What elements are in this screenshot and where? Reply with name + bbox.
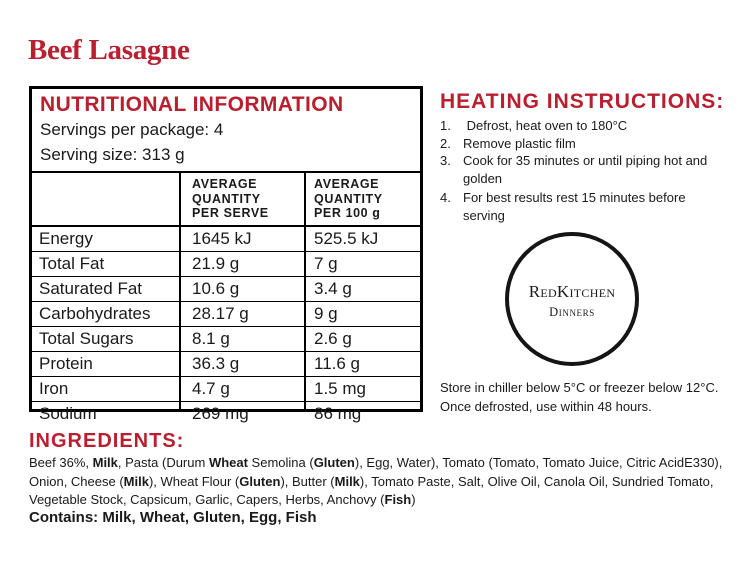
nutrition-rows (32, 227, 420, 426)
nutrient-name: Sodium (39, 404, 97, 423)
nutrient-name: Total Sugars (39, 329, 134, 348)
heating-step (440, 135, 730, 153)
logo-brand-name: RedKitchen (528, 282, 616, 301)
ingredient-text: ), Wheat Flour ( (148, 473, 240, 489)
nutrient-per-100g: 7 g (314, 254, 338, 273)
brand-logo (505, 232, 639, 366)
allergen-highlight: Gluten (313, 455, 355, 470)
heating-steps (440, 117, 730, 224)
nutrition-row-total-sugars (32, 327, 420, 352)
allergen-highlight: Milk (92, 455, 118, 470)
table-divider (304, 171, 306, 409)
nutrient-per-serve: 4.7 g (192, 379, 230, 398)
allergen-highlight: Milk (334, 473, 360, 489)
logo-tagline: Dinners (549, 305, 595, 319)
nutrient-per-serve: 36.3 g (192, 354, 240, 373)
nutrient-per-serve: 21.9 g (192, 254, 240, 273)
nutrient-name: Iron (39, 379, 69, 398)
nutrient-per-100g: 3.4 g (314, 279, 352, 298)
allergen-contains: Contains: Milk, Wheat, Gluten, Egg, Fish (29, 509, 317, 526)
ingredient-text: Semolina ( (247, 455, 314, 470)
nutrient-per-serve: 269 mg (192, 404, 249, 423)
heating-step (440, 152, 730, 187)
ingredient-text: , Pasta (Durum (117, 455, 209, 470)
step-number: 3. (440, 153, 451, 168)
step-number: 4. (440, 190, 451, 205)
nutrition-header (32, 89, 420, 173)
step-text: Defrost, heat oven to 180°C (463, 118, 628, 133)
nutrient-per-100g: 9 g (314, 304, 338, 323)
nutrient-per-serve: 10.6 g (192, 279, 240, 298)
table-divider (179, 171, 181, 409)
heating-step (440, 117, 730, 135)
step-number: 1. (440, 118, 451, 133)
nutrient-per-100g: 525.5 kJ (314, 229, 379, 248)
serving-size: Serving size: 313 g (40, 145, 185, 164)
nutrient-name: Carbohydrates (39, 304, 151, 323)
ingredients-heading: INGREDIENTS: (29, 430, 185, 452)
storage-instructions: Store in chiller below 5°C or freezer below 12°C. Once defrosted, use within 48 hours. (440, 380, 719, 414)
ingredient-text: Beef 36%, (29, 455, 93, 470)
ingredient-text: ), Egg, Water), Tomato (Tomato, Tomato Juice, Citric AcidE330), Onion, Cheese ( (29, 455, 723, 489)
allergen-highlight: Wheat (208, 455, 248, 470)
nutrition-row-saturated-fat (32, 277, 420, 302)
column-header-per-100g: AVERAGE QUANTITY PER 100 g (314, 177, 383, 220)
heating-step (440, 189, 730, 224)
nutrition-row-carbohydrates (32, 302, 420, 327)
nutrition-row-energy (32, 227, 420, 252)
ingredient-text: ), Butter ( (280, 473, 335, 489)
nutrient-per-serve: 8.1 g (192, 329, 230, 348)
nutrient-per-100g: 86 mg (314, 404, 362, 423)
nutrition-row-sodium (32, 402, 420, 426)
nutrient-per-100g: 1.5 mg (314, 379, 366, 398)
ingredient-text: ), Tomato Paste, Salt, Olive Oil, Canola Oil, Sundried Tomato, Vegetable Stock, Capsicum, Garlic, Capers, Herbs, Anchovy ( (29, 473, 714, 507)
column-header-per-serve: AVERAGE QUANTITY PER SERVE (192, 177, 269, 220)
nutrition-column-headers (32, 173, 420, 227)
step-text: For best results rest 15 minutes before serving (463, 190, 686, 223)
nutrient-name: Energy (39, 229, 93, 248)
nutrient-per-serve: 1645 kJ (192, 229, 252, 248)
ingredient-text: ) (411, 492, 416, 507)
step-text: Cook for 35 minutes or until piping hot and golden (463, 153, 708, 186)
nutrition-heading: NUTRITIONAL INFORMATION (40, 93, 344, 116)
nutrition-row-total-fat (32, 252, 420, 277)
heating-heading: HEATING INSTRUCTIONS: (440, 90, 725, 113)
nutrient-name: Protein (39, 354, 93, 373)
nutrient-per-serve: 28.17 g (192, 304, 249, 323)
step-number: 2. (440, 135, 451, 151)
nutrient-per-100g: 2.6 g (314, 329, 352, 348)
nutrition-row-protein (32, 352, 420, 377)
nutrient-name: Total Fat (39, 254, 105, 273)
allergen-highlight: Fish (384, 492, 412, 507)
servings-per-package: Servings per package: 4 (40, 120, 224, 139)
nutrition-panel (29, 86, 423, 423)
allergen-highlight: Milk (123, 473, 149, 489)
ingredients-list (29, 454, 729, 510)
nutrient-name: Saturated Fat (39, 279, 143, 298)
product-title: Beef Lasagne (28, 34, 190, 66)
allergen-highlight: Gluten (239, 473, 281, 489)
nutrient-per-100g: 11.6 g (314, 354, 361, 373)
step-text: Remove plastic film (463, 135, 576, 151)
nutrition-row-iron (32, 377, 420, 402)
